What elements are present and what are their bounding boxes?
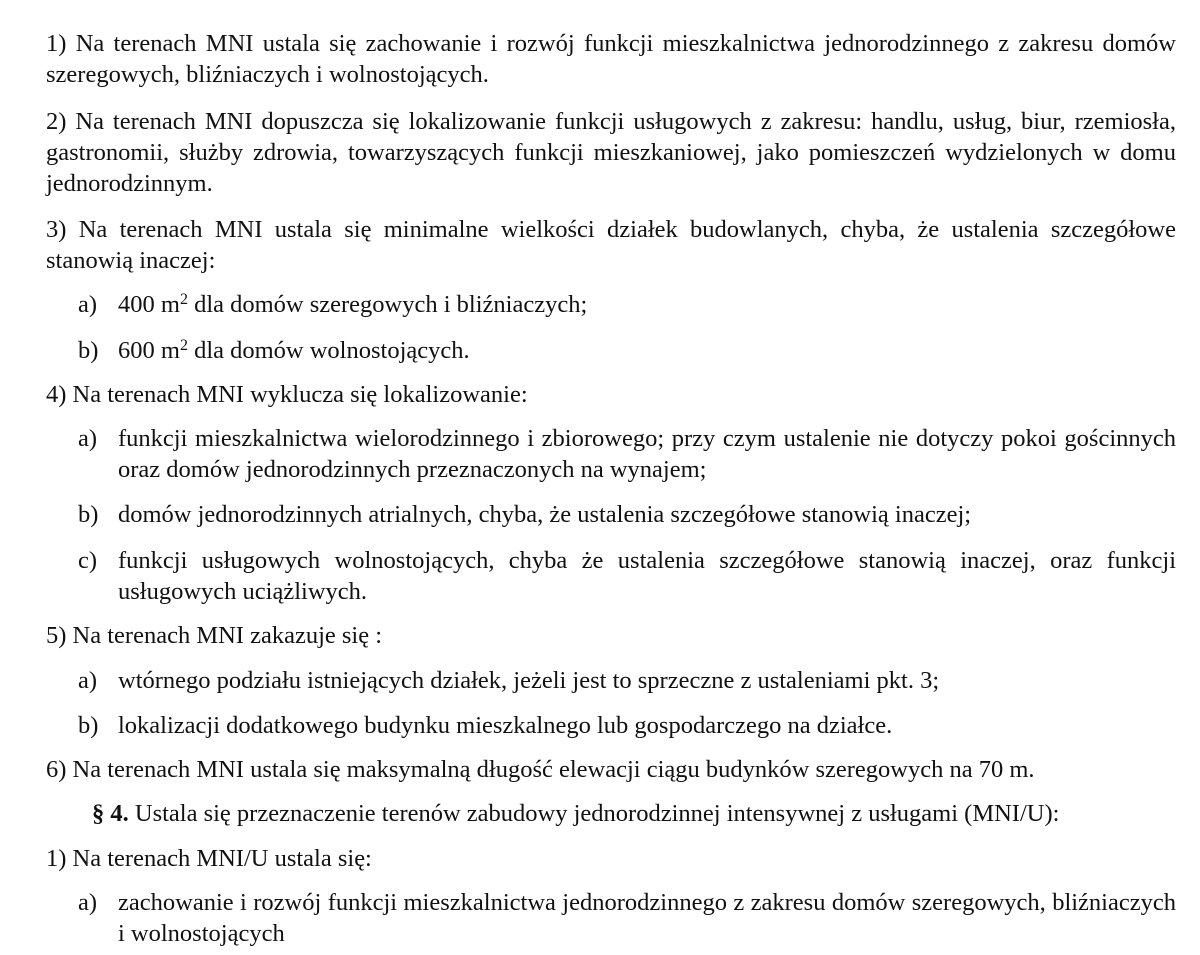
list-item-q1a [78, 887, 1176, 949]
section-text: Ustala się przeznaczenie terenów zabudowy jednorodzinnej intensywnej z usługami (MNI/U): [128, 800, 1060, 827]
paragraph-5: 5) Na terenach MNI zakazuje się : [46, 622, 383, 649]
list-label: c) [78, 547, 98, 574]
list-item-5a [78, 665, 1176, 696]
superscript: 2 [179, 291, 188, 308]
list-text: dla domów wolnostojących. [187, 337, 470, 364]
list-label: b) [78, 501, 99, 528]
list-label: a) [78, 889, 98, 916]
paragraph-6: 6) Na terenach MNI ustala się maksymalną długość elewacji ciągu budynków szeregowych na 70 m. [46, 756, 1035, 783]
list-text: zachowanie i rozwój funkcji mieszkalnictwa jednorodzinnego z zakresu domów szeregowych, bliźniaczych i wolnostojących [118, 889, 1176, 947]
list-text: funkcji mieszkalnictwa wielorodzinnego i zbiorowego; przy czym ustalenie nie dotyczy pokoi gościnnych oraz domów jednorodzinnych przeznaczonych na wynajem; [118, 425, 1176, 483]
list-label: a) [78, 667, 98, 694]
list-item-4a [78, 423, 1176, 485]
list-item-4b [78, 499, 1176, 530]
paragraph-q1: 1) Na terenach MNI/U ustala się: [46, 845, 372, 872]
list-item-3b [78, 335, 1176, 366]
list-label: a) [78, 291, 98, 318]
list-text: wtórnego podziału istniejących działek, jeżeli jest to sprzeczne z ustaleniami pkt. 3; [118, 667, 940, 694]
area-value: 400 m [118, 291, 180, 318]
list-label: b) [78, 337, 99, 364]
list-label: b) [78, 712, 99, 739]
list-text: domów jednorodzinnych atrialnych, chyba, że ustalenia szczegółowe stanowią inaczej; [118, 501, 972, 528]
section-number: § 4. [92, 800, 129, 827]
list-text: lokalizacji dodatkowego budynku mieszkalnego lub gospodarczego na działce. [118, 712, 893, 739]
list-item-4c [78, 545, 1176, 607]
superscript: 2 [179, 337, 188, 354]
list-text: dla domów szeregowych i bliźniaczych; [187, 291, 588, 318]
paragraph-4: 4) Na terenach MNI wyklucza się lokalizowanie: [46, 381, 528, 408]
list-item-3a [78, 289, 1176, 320]
paragraph-3: 3) Na terenach MNI ustala się minimalne wielkości działek budowlanych, chyba, że ustalenia szczegółowe stanowią inaczej: [46, 216, 1176, 274]
list-label: a) [78, 425, 98, 452]
list-item-5b [78, 710, 1176, 741]
area-value: 600 m [118, 337, 180, 364]
paragraph-1: 1) Na terenach MNI ustala się zachowanie i rozwój funkcji mieszkalnictwa jednorodzinnego z zakresu domów szeregowych, bliźniaczych i wolnostojących. [46, 30, 1176, 88]
section-heading [92, 798, 1176, 829]
list-text: funkcji usługowych wolnostojących, chyba że ustalenia szczegółowe stanowią inaczej, oraz funkcji usługowych uciążliwych. [118, 547, 1176, 605]
paragraph-2: 2) Na terenach MNI dopuszcza się lokalizowanie funkcji usługowych z zakresu: handlu, usług, biur, rzemiosła, gastronomii, służby zdrowia, towarzyszących funkcji mieszkaniowej, jako pomieszczeń wydzielonych w domu jednorodzinnym. [46, 108, 1176, 197]
